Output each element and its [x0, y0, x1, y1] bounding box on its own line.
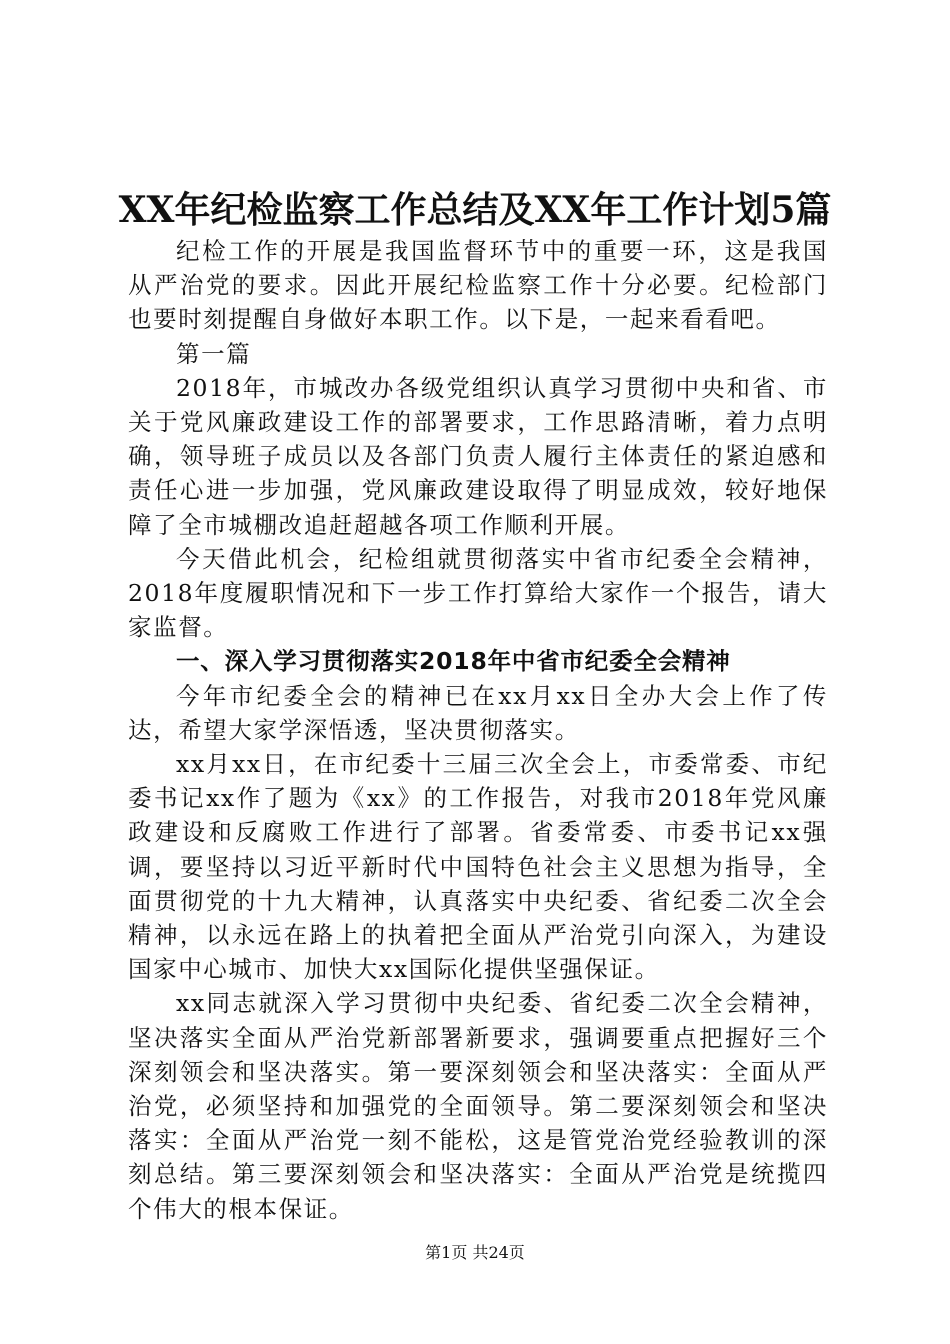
page-number-footer: 第1页 共24页	[425, 1243, 525, 1262]
body-paragraph: 2018年，市城改办各级党组织认真学习贯彻中央和省、市关于党风廉政建设工作的部署要求，工作思路清晰，着力点明确，领导班子成员以及各部门负责人履行主体责任的紧迫感和责任心进一步加强，党风廉政建设取得了明显成效，较好地保障了全市城棚改追赶超越各项工作顺利开展。	[128, 373, 828, 539]
body-paragraph: 今天借此机会，纪检组就贯彻落实中省市纪委全会精神，2018年度履职情况和下一步工作打算给大家作一个报告，请大家监督。	[128, 544, 828, 642]
section-label-first: 第一篇	[176, 339, 252, 368]
section-heading: 一、深入学习贯彻落实2018年中省市纪委全会精神	[176, 647, 731, 676]
body-paragraph: 今年市纪委全会的精神已在xx月xx日全办大会上作了传达，希望大家学深悟透，坚决贯彻落实。	[128, 681, 828, 744]
document-title: XX年纪检监察工作总结及XX年工作计划5篇	[118, 189, 832, 231]
body-paragraph: xx月xx日，在市纪委十三届三次全会上，市委常委、市纪委书记xx作了题为《xx》的工作报告，对我市2018年党风廉政建设和反腐败工作进行了部署。省委常委、市委书记xx强调，要坚持以习近平新时代中国特色社会主义思想为指导，全面贯彻党的十九大精神，认真落实中央纪委、省纪委二次全会精神，以永远在路上的执着把全面从严治党引向深入，为建设国家中心城市、加快大xx国际化提供坚强保证。	[128, 750, 828, 984]
document-body	[128, 234, 828, 1226]
body-paragraph: xx同志就深入学习贯彻中央纪委、省纪委二次全会精神，坚决落实全面从严治党新部署新要求，强调要重点把握好三个深刻领会和坚决落实。第一要深刻领会和坚决落实：全面从严治党，必须坚持和加强党的全面领导。第二要深刻领会和坚决落实：全面从严治党一刻不能松，这是管党治党经验教训的深刻总结。第三要深刻领会和坚决落实：全面从严治党是统揽四个伟大的根本保证。	[128, 989, 828, 1223]
intro-paragraph: 纪检工作的开展是我国监督环节中的重要一环，这是我国从严治党的要求。因此开展纪检监察工作十分必要。纪检部门也要时刻提醒自身做好本职工作。以下是，一起来看看吧。	[128, 237, 828, 334]
